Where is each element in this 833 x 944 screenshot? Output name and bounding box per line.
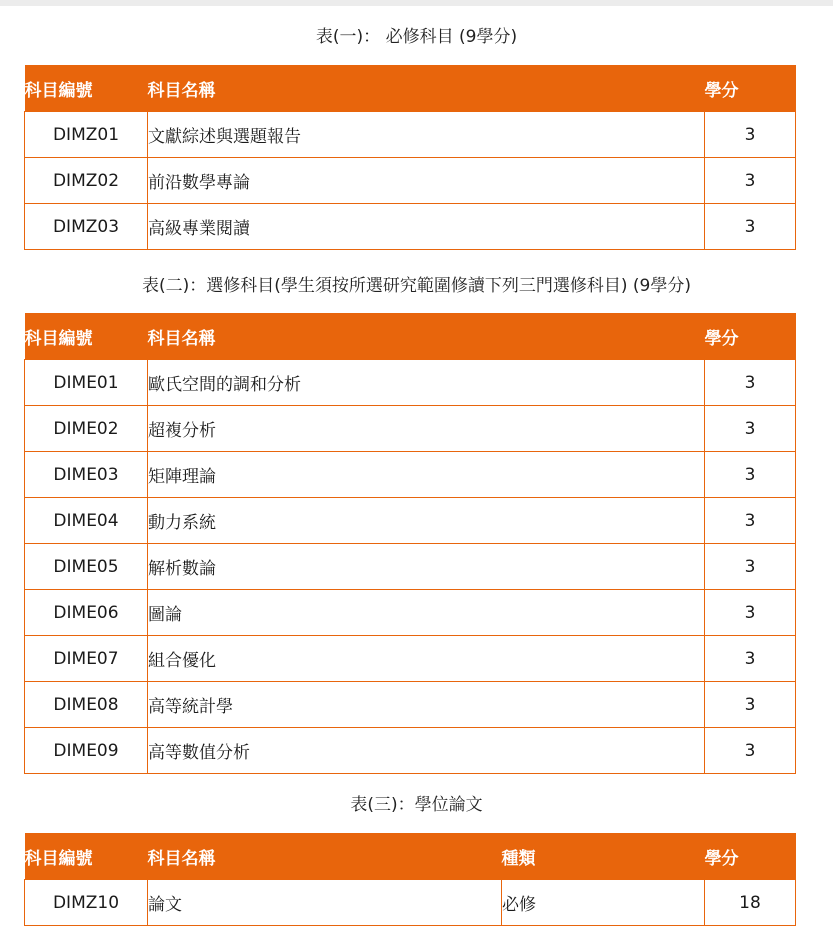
course-name-cell: 文獻綜述與選題報告 (148, 112, 705, 158)
thesis-table (24, 833, 796, 926)
table-row (25, 590, 796, 636)
header-course-name: 科目名稱 (148, 313, 705, 360)
table3-caption: 表(三)：學位論文 (350, 795, 483, 815)
table-row (25, 452, 796, 498)
credits-cell: 3 (705, 158, 796, 204)
course-code-cell: DIME01 (25, 360, 148, 406)
table-row (25, 158, 796, 204)
course-name-cell: 解析數論 (148, 544, 705, 590)
credits-cell: 3 (705, 498, 796, 544)
course-code-cell: DIME08 (25, 682, 148, 728)
course-name-cell: 動力系統 (148, 498, 705, 544)
course-code-cell: DIME03 (25, 452, 148, 498)
course-code-cell: DIMZ02 (25, 158, 148, 204)
credits-cell: 3 (705, 360, 796, 406)
table-row (25, 880, 796, 926)
header-course-code: 科目編號 (25, 65, 148, 112)
elective-courses-table (24, 313, 796, 774)
credits-cell: 3 (705, 636, 796, 682)
course-name-cell: 高等統計學 (148, 682, 705, 728)
course-name-cell: 矩陣理論 (148, 452, 705, 498)
course-type-cell: 必修 (502, 880, 705, 926)
table-header-row (25, 65, 796, 112)
credits-cell: 3 (705, 590, 796, 636)
header-course-code: 科目編號 (25, 833, 148, 880)
header-course-name: 科目名稱 (148, 833, 502, 880)
course-name-cell: 歐氏空間的調和分析 (148, 360, 705, 406)
course-code-cell: DIMZ10 (25, 880, 148, 926)
course-code-cell: DIME05 (25, 544, 148, 590)
table-row (25, 728, 796, 774)
course-name-cell: 圖論 (148, 590, 705, 636)
credits-cell: 18 (705, 880, 796, 926)
course-name-cell: 前沿數學專論 (148, 158, 705, 204)
table2-caption: 表(二)：選修科目(學生須按所選研究範圍修讀下列三門選修科目) (9學分) (141, 276, 691, 296)
header-credits: 學分 (705, 313, 796, 360)
course-name-cell: 論文 (148, 880, 502, 926)
course-name-cell: 超複分析 (148, 406, 705, 452)
table-row (25, 406, 796, 452)
table-row (25, 636, 796, 682)
header-course-type: 種類 (502, 833, 705, 880)
course-code-cell: DIME06 (25, 590, 148, 636)
header-credits: 學分 (705, 65, 796, 112)
header-credits: 學分 (705, 833, 796, 880)
course-name-cell: 高等數值分析 (148, 728, 705, 774)
header-course-code: 科目編號 (25, 313, 148, 360)
course-code-cell: DIMZ03 (25, 204, 148, 250)
credits-cell: 3 (705, 204, 796, 250)
credits-cell: 3 (705, 682, 796, 728)
table-header-row (25, 313, 796, 360)
table-row (25, 682, 796, 728)
header-course-name: 科目名稱 (148, 65, 705, 112)
course-code-cell: DIME09 (25, 728, 148, 774)
credits-cell: 3 (705, 406, 796, 452)
course-name-cell: 組合優化 (148, 636, 705, 682)
table-row (25, 544, 796, 590)
top-bar (0, 0, 833, 6)
table1-caption: 表(一)： 必修科目 (9學分) (315, 27, 518, 47)
course-code-cell: DIMZ01 (25, 112, 148, 158)
table-row (25, 498, 796, 544)
table-row (25, 112, 796, 158)
required-courses-table (24, 65, 796, 250)
course-name-cell: 高級專業閱讀 (148, 204, 705, 250)
course-code-cell: DIME04 (25, 498, 148, 544)
course-code-cell: DIME07 (25, 636, 148, 682)
table-header-row (25, 833, 796, 880)
credits-cell: 3 (705, 112, 796, 158)
credits-cell: 3 (705, 728, 796, 774)
course-code-cell: DIME02 (25, 406, 148, 452)
table-row (25, 204, 796, 250)
credits-cell: 3 (705, 544, 796, 590)
table-row (25, 360, 796, 406)
credits-cell: 3 (705, 452, 796, 498)
